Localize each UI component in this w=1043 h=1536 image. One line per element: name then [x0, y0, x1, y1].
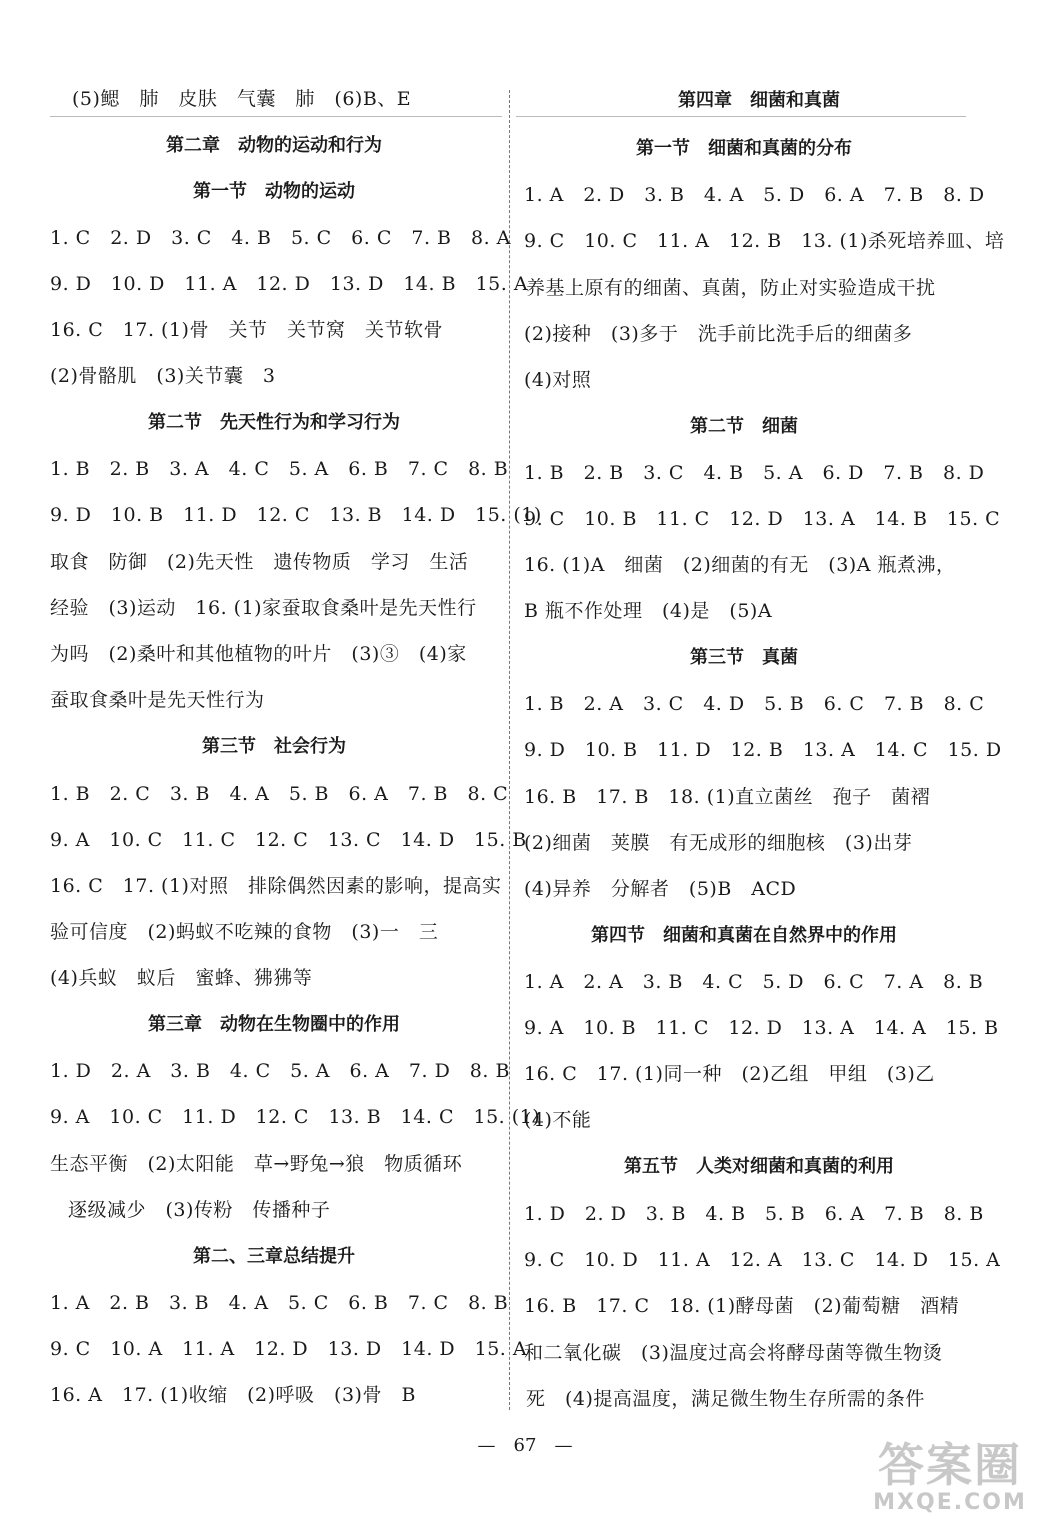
answer-line: 9. D 10. B 11. D 12. B 13. A 14. C 15. D	[524, 739, 1002, 761]
answer-line: 1. B 2. B 3. A 4. C 5. A 6. B 7. C 8. B	[50, 458, 509, 480]
answer-line: 1. B 2. C 3. B 4. A 5. B 6. A 7. B 8. C	[50, 783, 509, 805]
section-heading: 第二节 先天性行为和学习行为	[148, 412, 400, 433]
answer-line: (4)异养 分解者 (5)B ACD	[524, 878, 797, 900]
answer-line: 逐级减少 (3)传粉 传播种子	[68, 1199, 331, 1221]
watermark-title: 答案圈	[878, 1438, 1022, 1492]
section-heading: 第一节 动物的运动	[193, 181, 355, 202]
answer-line: (2)接种 (3)多于 洗手前比洗手后的细菌多	[524, 323, 913, 345]
top-rule-right	[516, 116, 966, 117]
answer-line: 16. A 17. (1)收缩 (2)呼吸 (3)骨 B	[50, 1384, 416, 1406]
section-heading: 第四节 细菌和真菌在自然界中的作用	[591, 925, 897, 946]
section-heading: 第三节 社会行为	[202, 736, 346, 757]
chapter-heading: 第四章 细菌和真菌	[678, 90, 840, 111]
answer-line: 和二氧化碳 (3)温度过高会将酵母菌等微生物烫	[524, 1342, 943, 1364]
chapter-heading: 第三章 动物在生物圈中的作用	[148, 1014, 400, 1035]
section-heading: 第二节 细菌	[690, 416, 798, 437]
answer-line: 16. B 17. B 18. (1)直立菌丝 孢子 菌褶	[524, 786, 931, 808]
answer-line: 1. D 2. A 3. B 4. C 5. A 6. A 7. D 8. B	[50, 1060, 510, 1082]
watermark-url: MXQE.COM	[873, 1490, 1027, 1515]
answer-line: 9. A 10. B 11. C 12. D 13. A 14. A 15. B	[524, 1017, 999, 1039]
section-heading: 第五节 人类对细菌和真菌的利用	[624, 1156, 894, 1177]
answer-line: 16. B 17. C 18. (1)酵母菌 (2)葡萄糖 酒精	[524, 1295, 960, 1317]
answer-line: 9. C 10. B 11. C 12. D 13. A 14. B 15. C	[524, 508, 1001, 530]
answer-line: 1. A 2. D 3. B 4. A 5. D 6. A 7. B 8. D	[524, 184, 985, 206]
answer-line: (5)鳃 肺 皮肤 气囊 肺 (6)B、E	[72, 88, 412, 110]
answer-line: 9. A 10. C 11. D 12. C 13. B 14. C 15. (1)	[50, 1106, 541, 1128]
answer-line: 9. C 10. A 11. A 12. D 13. D 14. D 15. A	[50, 1338, 528, 1360]
answer-line: (2)细菌 荚膜 有无成形的细胞核 (3)出芽	[524, 832, 913, 854]
answer-line: 取食 防御 (2)先天性 遗传物质 学习 生活	[50, 551, 469, 573]
answer-line: 经验 (3)运动 16. (1)家蚕取食桑叶是先天性行	[50, 597, 477, 619]
answer-line: 9. A 10. C 11. C 12. C 13. C 14. D 15. B	[50, 829, 527, 851]
answer-line: (4)不能	[524, 1109, 592, 1131]
section-heading: 第三节 真菌	[690, 647, 798, 668]
answer-line: (4)对照	[524, 369, 592, 391]
answer-line: 9. C 10. C 11. A 12. B 13. (1)杀死培养皿、培	[524, 230, 1005, 252]
answer-line: 验可信度 (2)蚂蚁不吃辣的食物 (3)一 三	[50, 921, 439, 943]
answer-line: 为吗 (2)桑叶和其他植物的叶片 (3)③ (4)家	[50, 643, 467, 665]
answer-line: 1. B 2. A 3. C 4. D 5. B 6. C 7. B 8. C	[524, 693, 985, 715]
answer-line: 1. D 2. D 3. B 4. B 5. B 6. A 7. B 8. B	[524, 1203, 984, 1225]
section-heading: 第二、三章总结提升	[193, 1246, 355, 1267]
chapter-heading: 第二章 动物的运动和行为	[166, 135, 382, 156]
section-heading: 第一节 细菌和真菌的分布	[636, 138, 852, 159]
answer-line: 16. C 17. (1)对照 排除偶然因素的影响，提高实	[50, 875, 502, 897]
watermark-logo	[870, 1440, 1030, 1530]
answer-line: 1. C 2. D 3. C 4. B 5. C 6. C 7. B 8. A	[50, 227, 511, 249]
answer-line: 16. (1)A 细菌 (2)细菌的有无 (3)A 瓶煮沸，	[524, 554, 956, 576]
answer-line: B 瓶不作处理 (4)是 (5)A	[524, 600, 773, 622]
answer-line: 9. C 10. D 11. A 12. A 13. C 14. D 15. A	[524, 1249, 1001, 1271]
answer-line: (4)兵蚁 蚁后 蜜蜂、狒狒等	[50, 967, 313, 989]
answer-line: 1. A 2. A 3. B 4. C 5. D 6. C 7. A 8. B	[524, 971, 984, 993]
answer-line: 蚕取食桑叶是先天性行为	[50, 689, 265, 711]
answer-line: 16. C 17. (1)同一种 (2)乙组 甲组 (3)乙	[524, 1063, 935, 1085]
answer-line: 生态平衡 (2)太阳能 草→野兔→狼 物质循环	[50, 1153, 463, 1175]
top-rule	[50, 116, 502, 117]
answer-line: 1. A 2. B 3. B 4. A 5. C 6. B 7. C 8. B	[50, 1292, 509, 1314]
answer-line: 养基上原有的细菌、真菌，防止对实验造成干扰	[526, 277, 936, 299]
answer-line: 9. D 10. B 11. D 12. C 13. B 14. D 15. (1)	[50, 504, 542, 526]
answer-line: 1. B 2. B 3. C 4. B 5. A 6. D 7. B 8. D	[524, 462, 985, 484]
answer-line: 死 (4)提高温度，满足微生物生存所需的条件	[526, 1388, 925, 1410]
answer-line: (2)骨骼肌 (3)关节囊 3	[50, 365, 276, 387]
answer-line: 16. C 17. (1)骨 关节 关节窝 关节软骨	[50, 319, 443, 341]
page-number: — 67 —	[477, 1435, 573, 1456]
answer-line: 9. D 10. D 11. A 12. D 13. D 14. B 15. A	[50, 273, 529, 295]
